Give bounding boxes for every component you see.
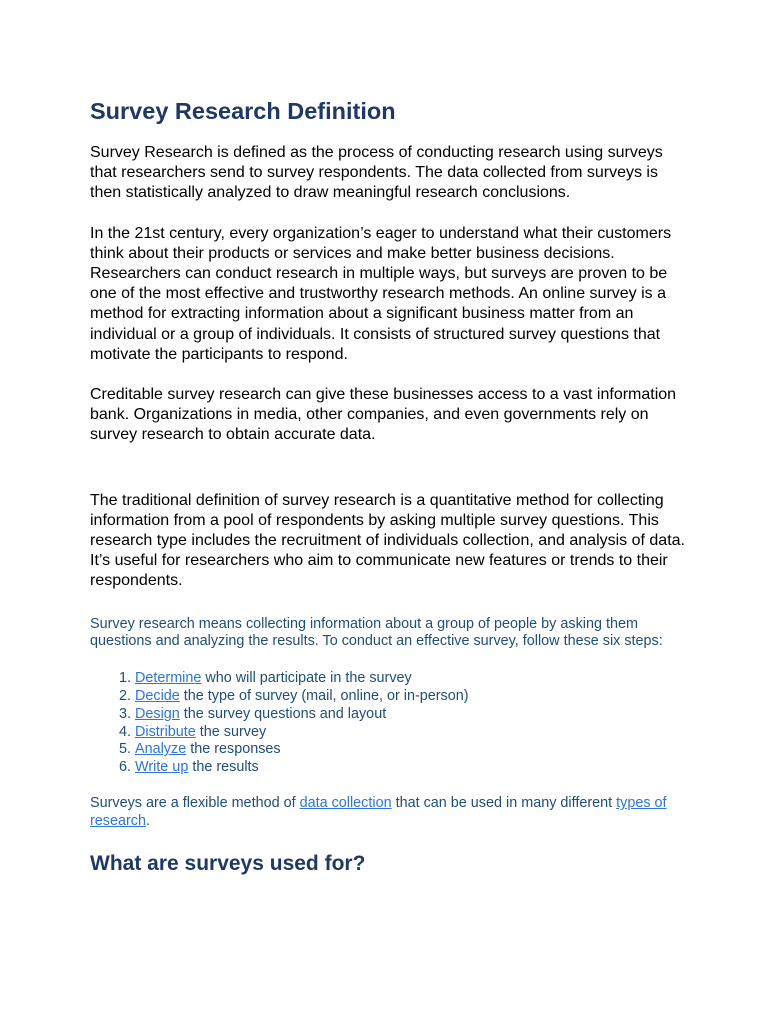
section-heading-uses: What are surveys used for? xyxy=(90,852,366,876)
step-text: the type of survey (mail, online, or in-person) xyxy=(179,687,469,704)
step-text: who will participate in the survey xyxy=(201,669,412,686)
step-link-design[interactable]: Design xyxy=(135,705,180,722)
paragraph-definition: Survey Research is defined as the process of conducting research using surveys that researchers send to survey respondents. The data collected from surveys is then statistically analyzed to draw meaningful research conclusions. xyxy=(90,144,663,202)
list-item xyxy=(135,759,690,777)
link-data-collection[interactable]: data collection xyxy=(299,795,392,812)
steps-list xyxy=(90,670,690,777)
page-title: Survey Research Definition xyxy=(90,98,396,124)
list-item xyxy=(135,724,690,742)
flex-text-before: Surveys are a flexible method of xyxy=(90,795,300,812)
step-link-write-up[interactable]: Write up xyxy=(135,759,189,776)
paragraph-21st-century: In the 21st century, every organization’s eager to understand what their customers think about their products or services and make better business decisions. Researchers can conduct research in multiple ways, but surveys are proven to be one of the most effective and trustworthy research methods. An online survey is a method for extracting information about a significant business matter from an individual or a group of individuals. It consists of structured survey questions that motivate the participants to respond. xyxy=(90,224,672,363)
steps-intro: Survey research means collecting information about a group of people by asking them questions and analyzing the results. To conduct an effective survey, follow these six steps: xyxy=(90,615,663,650)
flex-text-after: . xyxy=(146,812,150,829)
list-item xyxy=(135,688,690,706)
paragraph-creditable: Creditable survey research can give these businesses access to a vast information bank. Organizations in media, other companies, and even governments rely on survey research to obtain accurate data. xyxy=(90,386,677,444)
step-text: the responses xyxy=(186,741,281,758)
flex-text-middle: that can be used in many different xyxy=(391,795,617,812)
list-item xyxy=(135,741,690,759)
step-text: the results xyxy=(188,759,259,776)
step-link-determine[interactable]: Determine xyxy=(135,669,202,686)
paragraph-traditional-definition: The traditional definition of survey research is a quantitative method for collecting information from a pool of respondents by asking multiple survey questions. This research type includes the recruitment of individuals collection, and analysis of data. It’s useful for researchers who aim to communicate new features or trends to their respondents. xyxy=(90,491,685,590)
step-link-analyze[interactable]: Analyze xyxy=(135,741,187,758)
step-link-distribute[interactable]: Distribute xyxy=(135,723,196,740)
list-item xyxy=(135,706,690,724)
step-text: the survey xyxy=(195,723,267,740)
link-types-of-research[interactable]: types of research xyxy=(90,795,667,829)
document-page xyxy=(90,95,690,878)
step-text: the survey questions and layout xyxy=(179,705,387,722)
step-link-decide[interactable]: Decide xyxy=(135,687,180,704)
list-item xyxy=(135,670,690,688)
paragraph-flexible-method xyxy=(90,795,690,830)
